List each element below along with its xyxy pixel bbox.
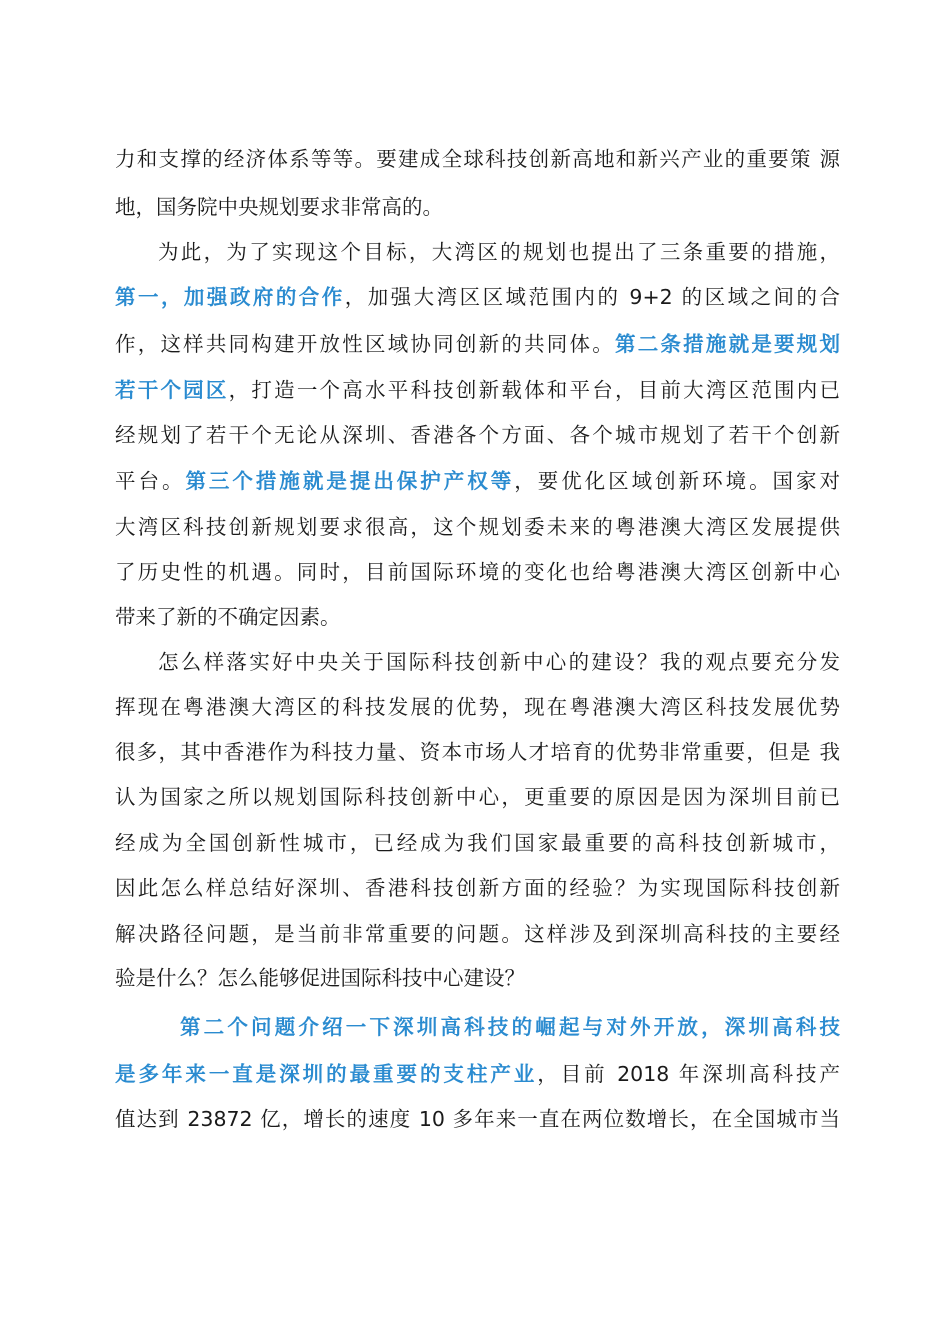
highlighted-text: 第三个措施就是提出保护产权等 (185, 468, 515, 493)
body-text: 经规划了若干个无论从深圳、香港各个方面、各个城市规划了若干个创新 (115, 422, 840, 447)
text-line (180, 1010, 840, 1044)
text-line (115, 600, 840, 634)
body-text: 很多，其中香港作为科技力量、资本市场人才培育的优势非常重要，但是 我 (115, 739, 840, 764)
text-line (158, 645, 840, 679)
text-line (115, 464, 840, 498)
text-line (115, 280, 840, 314)
body-text: 因此怎么样总结好深圳、香港科技创新方面的经验？为实现国际科技创新 (115, 875, 840, 900)
text-line (115, 1102, 840, 1136)
body-text: 怎么样落实好中央关于国际科技创新中心的建设？我的观点要充分发 (158, 649, 840, 674)
body-text: 地，国务院中央规划要求非常高的。 (115, 194, 443, 219)
body-text: 作，这样共同构建开放性区域协同创新的共同体。 (115, 331, 615, 356)
text-line (115, 961, 840, 995)
text-line (115, 871, 840, 905)
body-text: ，加强大湾区区域范围内的 9+2 的区域之间的合 (344, 284, 840, 309)
body-text: 平台。 (115, 468, 186, 493)
highlighted-text: 是多年来一直是深圳的最重要的支柱产业 (115, 1061, 538, 1086)
body-text: ，打造一个高水平科技创新载体和平台，目前大湾区范围内已 (228, 377, 840, 402)
highlighted-text: 第二个问题介绍一下深圳高科技的崛起与对外开放，深圳高科技 (180, 1014, 840, 1039)
highlighted-text: 若干个园区 (115, 377, 229, 402)
text-line (158, 235, 840, 269)
text-line (115, 826, 840, 860)
body-text: 解决路径问题，是当前非常重要的问题。这样涉及到深圳高科技的主要经 (115, 921, 840, 946)
body-text: 挥现在粤港澳大湾区的科技发展的优势，现在粤港澳大湾区科技发展优势 (115, 694, 840, 719)
body-text: 认为国家之所以规划国际科技创新中心，更重要的原因是因为深圳目前已 (115, 784, 840, 809)
highlighted-text: 第一，加强政府的合作 (115, 284, 345, 309)
body-text: 力和支撑的经济体系等等。要建成全球科技创新高地和新兴产业的重要策 源 (115, 146, 840, 171)
body-text: 经成为全国创新性城市，已经成为我们国家最重要的高科技创新城市， (115, 830, 840, 855)
text-line (115, 555, 840, 589)
text-line (115, 1057, 840, 1091)
body-text: 大湾区科技创新规划要求很高，这个规划委未来的粤港澳大湾区发展提供 (115, 514, 840, 539)
text-line (115, 690, 840, 724)
text-line (115, 190, 840, 224)
body-text: ，目前 2018 年深圳高科技产 (537, 1061, 840, 1086)
text-line (115, 418, 840, 452)
text-line (115, 735, 840, 769)
body-text: ，要优化区域创新环境。国家对 (514, 468, 840, 493)
highlighted-text: 第二条措施就是要规划 (614, 331, 840, 356)
text-line (115, 327, 840, 361)
text-line (115, 142, 840, 176)
text-line (115, 373, 840, 407)
body-text: 值达到 23872 亿，增长的速度 10 多年来一直在两位数增长，在全国城市当 (115, 1106, 840, 1131)
body-text: 验是什么？怎么能够促进国际科技中心建设？ (115, 965, 525, 990)
body-text: 为此，为了实现这个目标，大湾区的规划也提出了三条重要的措施， (158, 239, 840, 264)
body-text: 了历史性的机遇。同时，目前国际环境的变化也给粤港澳大湾区创新中心 (115, 559, 840, 584)
text-line (115, 917, 840, 951)
text-line (115, 780, 840, 814)
text-line (115, 510, 840, 544)
body-text: 带来了新的不确定因素。 (115, 604, 341, 629)
